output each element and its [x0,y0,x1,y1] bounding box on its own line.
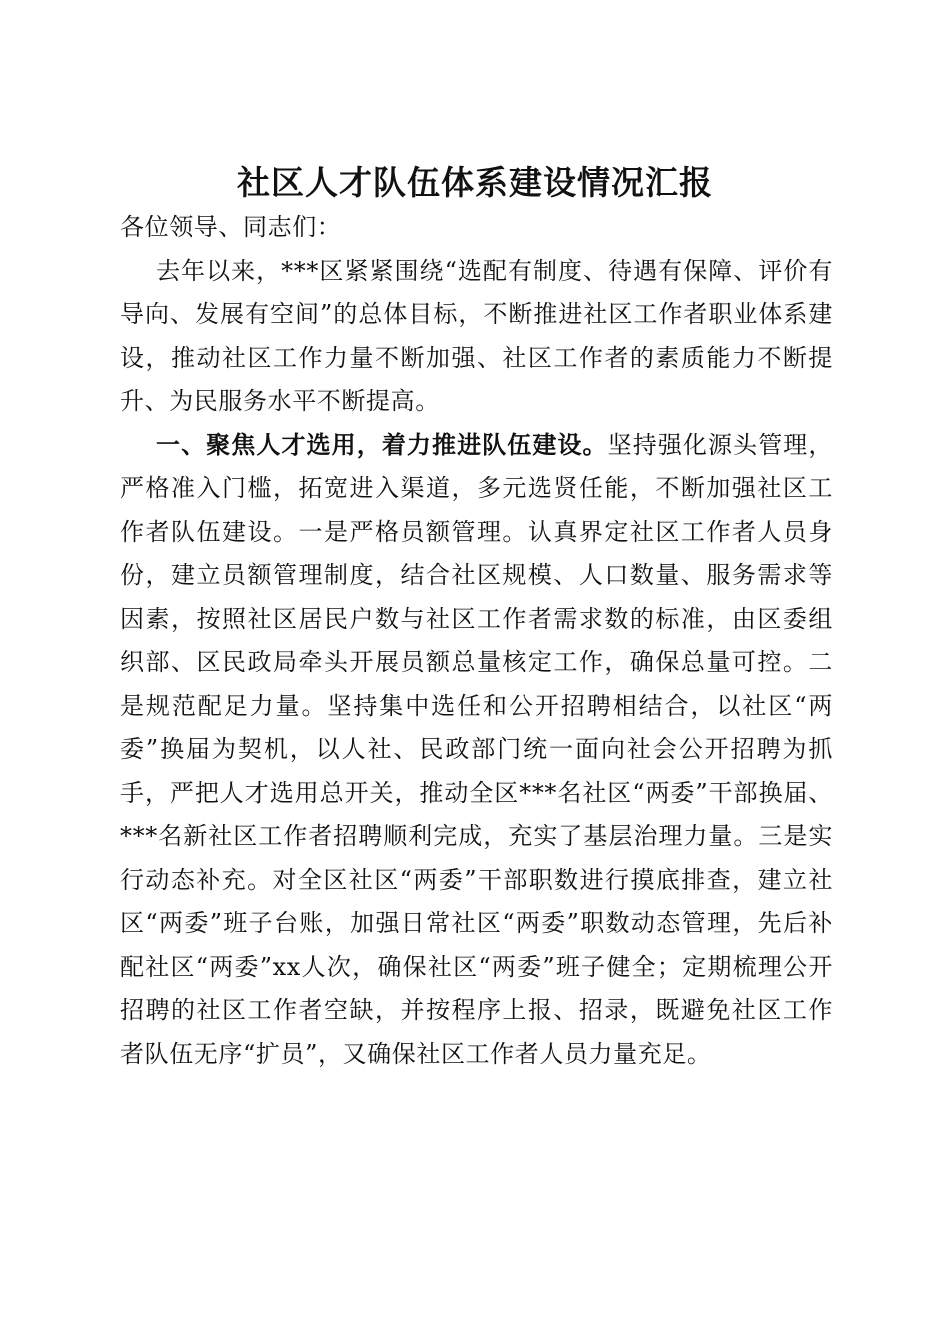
intro-paragraph: 去年以来，***区紧紧围绕“选配有制度、待遇有保障、评价有导向、发展有空间”的总体目标，不断推进社区工作者职业体系建设，推动社区工作力量不断加强、社区工作者的素质能力不断提升、为民服务水平不断提高。 [120,256,833,415]
section-1-body: 坚持强化源头管理，严格准入门槛，拓宽进入渠道，多元选贤任能，不断加强社区工作者队伍建设。一是严格员额管理。认真界定社区工作者人员身份，建立员额管理制度，结合社区规模、人口数量、服务需求等因素，按照社区居民户数与社区工作者需求数的标准，由区委组织部、区民政局牵头开展员额总量核定工作，确保总量可控。二是规范配足力量。坚持集中选任和公开招聘相结合，以社区“两委”换届为契机，以人社、民政部门统一面向社会公开招聘为抓手，严把人才选用总开关，推动全区***名社区“两委”干部换届、***名新社区工作者招聘顺利完成，充实了基层治理力量。三是实行动态补充。对全区社区“两委”干部职数进行摸底排查，建立社区“两委”班子台账，加强日常社区“两委”职数动态管理，先后补配社区“两委”xx人次，确保社区“两委”班子健全；定期梳理公开招聘的社区工作者空缺，并按程序上报、招录，既避免社区工作者队伍无序“扩员”，又确保社区工作者人员力量充足。 [120,430,833,1068]
document-title: 社区人才队伍体系建设情况汇报 [237,163,713,203]
section-1-paragraph [120,424,833,1077]
section-1-heading: 一、聚焦人才选用，着力推进队伍建设。 [156,430,608,459]
document-body [120,206,833,1076]
salutation: 各位领导、同志们： [120,213,342,241]
